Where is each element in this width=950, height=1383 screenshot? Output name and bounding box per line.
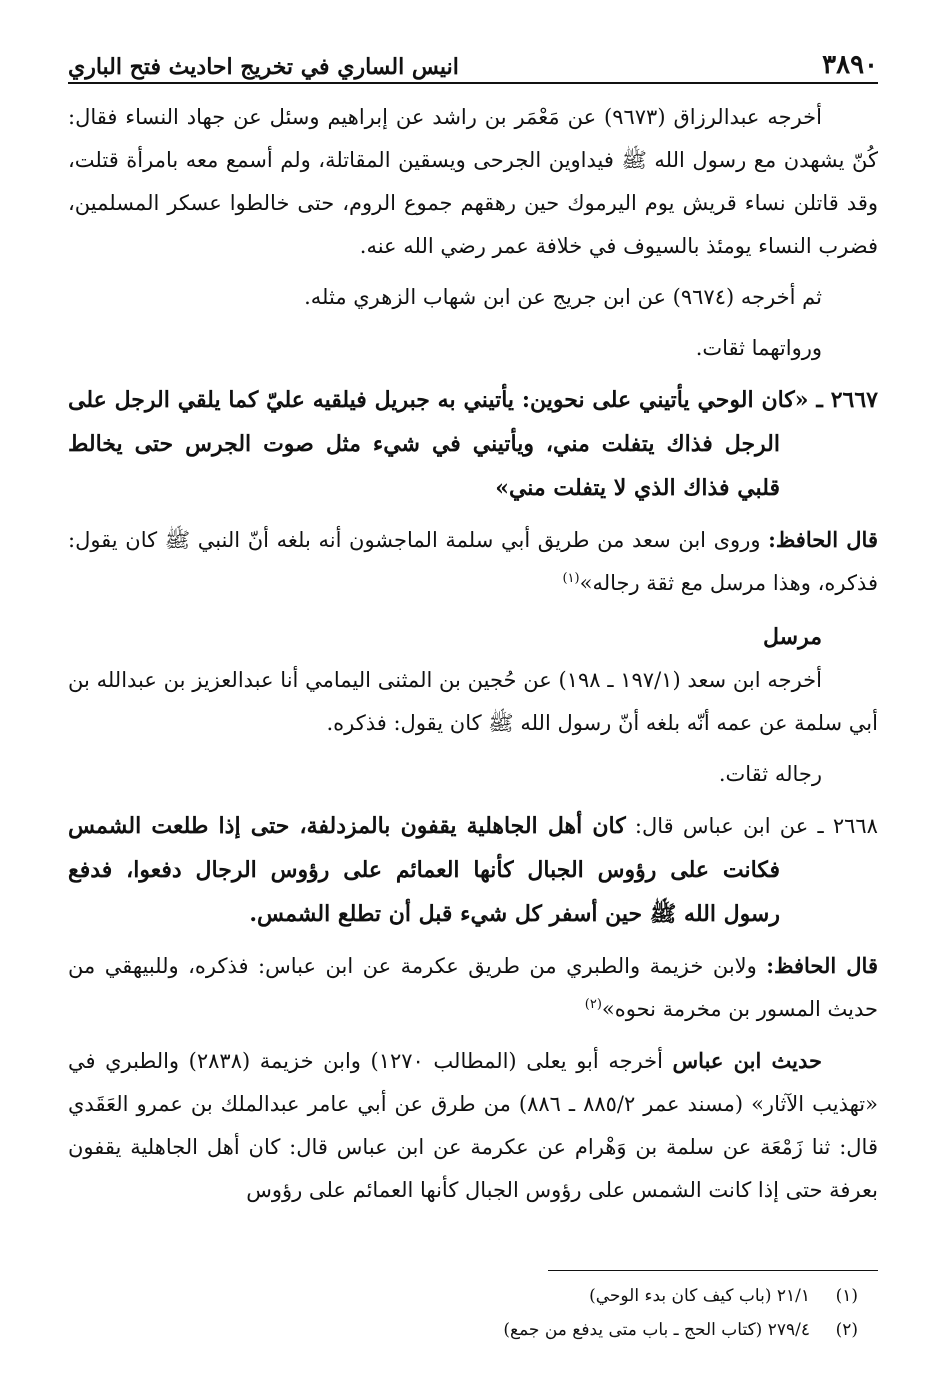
footnote-ref: (١) — [562, 571, 580, 586]
page-number: ٣٨٩٠ — [822, 50, 878, 80]
paragraph-ibn-saad: أخرجه ابن سعد (١٩٧/١ ـ ١٩٨) عن حُجين بن المثنى اليمامي أنا عبدالعزيز بن عبدالله بن أبي سلمة عن عمه أنّه بلغه أنّ رسول الله ﷺ كان يقول: فذكره. — [68, 668, 878, 735]
hafiz-comment-2 — [68, 944, 878, 1031]
hadith-text: كان أهل الجاهلية يقفون بالمزدلفة، حتى إذا طلعت الشمس فكانت على رؤوس الجبال كأنها العمائم على رؤوس الرجال دفعوا، فدفع رسول الله ﷺ حين أسفر كل شيء قبل أن تطلع الشمس. — [68, 813, 780, 927]
hadith-intro: عن ابن عباس قال: — [634, 814, 809, 838]
hafiz-label: قال الحافظ: — [768, 527, 878, 552]
hadith-2668 — [68, 804, 878, 936]
paragraph-narrators: ورواتهما ثقات. — [695, 336, 822, 360]
hafiz-comment-1 — [68, 518, 878, 605]
page-header — [68, 40, 878, 84]
footnote-text: ٢١/١ (باب كيف كان بدء الوحي) — [589, 1286, 810, 1306]
hafiz-text: ولابن خزيمة والطبري من طريق عكرمة عن ابن عباس: فذكره، وللبيهقي من حديث المسور بن مخرمة نحوه» — [68, 954, 878, 1021]
footnote-divider — [548, 1270, 878, 1271]
paragraph-trustworthy: رجاله ثقات. — [718, 762, 822, 786]
paragraph-abdurrazzaq: أخرجه عبدالرزاق (٩٦٧٣) عن مَعْمَر بن راشد عن إبراهيم وسئل عن جهاد النساء فقال: كُنّ يشهدن مع رسول الله ﷺ فيداوين الجرحى ويسقين المقاتلة، ولم أسمع معه بامرأة قتلت، وقد قاتلن نساء قريش يوم اليرموك حين رهقهم جموع الروم، حتى خالطوا عسكر المسلمين، فضرب النساء يومئذ بالسيوف في خلافة عمر رضي الله عنه. — [68, 105, 878, 258]
footnote-number: (١) — [835, 1286, 858, 1306]
footnote-2 — [68, 1313, 878, 1347]
hadith-number: ٢٦٦٨ ـ — [817, 814, 878, 838]
footnote-number: (٢) — [835, 1320, 858, 1340]
footnote-ref: (٢) — [584, 997, 602, 1012]
paragraph-ibn-jurayj: ثم أخرجه (٩٦٧٤) عن ابن جريج عن ابن شهاب الزهري مثله. — [304, 285, 822, 309]
hafiz-text: وروى ابن سعد من طريق أبي سلمة الماجشون أنه بلغه أنّ النبي ﷺ كان يقول: فذكره، وهذا مرسل مع ثقة رجاله» — [68, 528, 878, 595]
book-title: انيس الساري في تخريج احاديث فتح الباري — [68, 54, 459, 80]
hafiz-label: قال الحافظ: — [766, 953, 878, 978]
footnote-1 — [68, 1279, 878, 1313]
paragraph-lead: حديث ابن عباس — [672, 1048, 823, 1073]
section-heading-mursal: مرسل — [762, 624, 822, 650]
hadith-number: ٢٦٦٧ ـ — [816, 387, 878, 413]
hadith-text: «كان الوحي يأتيني على نحوين: يأتيني به جبريل فيلقيه عليّ كما يلقي الرجل على الرجل فذاك يتفلت مني، ويأتيني في شيء مثل صوت الجرس حتى يخالط قلبي فذاك الذي لا يتفلت مني» — [68, 387, 809, 501]
paragraph-text: أخرجه أبو يعلى (المطالب ١٢٧٠) وابن خزيمة (٢٨٣٨) والطبري في «تهذيب الآثار» (مسند عمر ٨٨٥/٢ ـ ٨٨٦) من طرق عن أبي عامر عبدالملك بن عمرو العَقَدي قال: ثنا زَمْعَة عن سلمة بن وَهْرام عن عكرمة عن ابن عباس قال: كان أهل الجاهلية يقفون بعرفة حتى إذا كانت الشمس على رؤوس الجبال كأنها العمائم على رؤوس — [68, 1049, 878, 1202]
hadith-2667 — [68, 378, 878, 510]
footnote-text: ٢٧٩/٤ (كتاب الحج ـ باب متى يدفع من جمع) — [503, 1320, 810, 1340]
paragraph-ibn-abbas-hadith — [68, 1039, 878, 1212]
